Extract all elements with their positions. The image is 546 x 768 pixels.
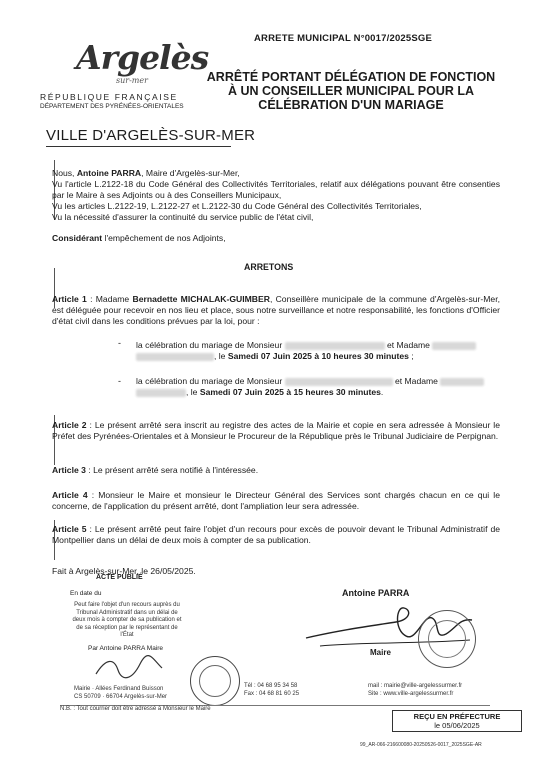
bullet-marker: - (118, 338, 121, 348)
departement: DÉPARTEMENT DES PYRÉNÉES-ORIENTALES (40, 103, 184, 110)
address-line-1: Mairie · Allées Ferdinand Buisson (74, 686, 164, 692)
article-4-label: Article 4 (52, 490, 88, 500)
argeles-logo (70, 32, 209, 90)
preamble-nous (52, 168, 500, 179)
nous-text: Nous, (52, 168, 77, 178)
bullet-1 (136, 340, 500, 362)
arretons-heading: ARRETONS (244, 262, 294, 272)
article-1-text-b: , Conseillère municipale de la commune d'Argelès-sur-Mer, est déléguée pour recevoir en nos lieu et place, sous notre surveillance et notre responsabilité, les fonctions d'Officier d'état civil dans les conditions prévues par la loi, pour : (52, 294, 500, 326)
acte-date-line: En date du (70, 590, 102, 597)
redacted-name (432, 342, 476, 350)
bullet-2-date: Samedi 07 Juin 2025 à 15 heures 30 minutes (199, 387, 381, 397)
footer-phone (244, 683, 299, 698)
preamble (52, 168, 500, 244)
vu-line-2: Vu les articles L.2122-19, L.2122-27 et L.2122-30 du Code Général des Collectivités Territoriales, (52, 201, 422, 211)
bullet-2-text-c: , le (186, 387, 200, 397)
article-5 (52, 524, 500, 546)
redacted-name (136, 353, 214, 361)
address-line-2: CS 50709 · 66704 Argelès-sur-Mer (74, 693, 168, 700)
redacted-name (136, 389, 186, 397)
bullet-1-text-d: ; (408, 351, 414, 361)
bullet-2-text-b: et Madame (394, 376, 438, 386)
considerant-text: l'empêchement de nos Adjoints, (102, 233, 226, 243)
title-line-2: À UN CONSEILLER MUNICIPAL POUR LA (227, 84, 475, 98)
article-1 (52, 294, 500, 327)
bullet-1-text-b: et Madame (386, 340, 430, 350)
prefecture-stamp (392, 710, 522, 732)
arrete-number: ARRETE MUNICIPAL N°0017/2025SGE (254, 33, 433, 44)
acte-recours-text: Peut faire l'objet d'un recours auprès du Tribunal Administratif dans un délai de deux mois à compter de sa publication et de sa réception par le représentant de l'État (72, 602, 182, 638)
article-3 (52, 465, 500, 476)
logo-word: Argelès (76, 38, 209, 77)
fait-a: Fait à Argelès-sur-Mer, le 26/05/2025. (52, 566, 196, 576)
considerant-label: Considérant (52, 233, 103, 243)
website: Site : www.ville-argelessurmer.fr (368, 690, 454, 697)
redacted-name (285, 378, 393, 386)
bullet-2-text-a: la célébration du mariage de Monsieur (136, 376, 283, 386)
article-4-text: : Monsieur le Maire et monsieur le Directeur Général des Services sont chargés chacun en ce qui le concerne, de l'application du présent arrêté, dont l'ampliation leur sera adressée. (52, 490, 500, 511)
document-title (196, 70, 506, 112)
prefecture-date: le 05/06/2025 (434, 721, 480, 730)
article-1-label: Article 1 (52, 294, 87, 304)
ville-heading: VILLE D'ARGELÈS-SUR-MER (46, 127, 256, 144)
signatory-name: Antoine PARRA (342, 588, 410, 598)
footer-note: N.B. : Tout courrier doit être adressé à Monsieur le Maire (60, 706, 211, 712)
title-line-3: CÉLÉBRATION D'UN MARIAGE (258, 98, 444, 112)
bullet-1-date: Samedi 07 Juin 2025 à 10 heures 30 minutes (227, 351, 409, 361)
acte-par: Par Antoine PARRA Maire (88, 645, 164, 652)
prefecture-title: REÇU EN PRÉFECTURE (413, 712, 501, 721)
bullet-1-text-c: , le (214, 351, 228, 361)
footer-address (74, 686, 167, 701)
article-3-text: : Le présent arrêté sera notifié à l'intéressée. (85, 465, 259, 475)
footer-contact (368, 683, 462, 698)
article-2-label: Article 2 (52, 420, 87, 430)
bullet-marker: - (118, 376, 121, 386)
town-seal (190, 656, 240, 706)
ville-underline (46, 146, 231, 147)
bullet-1-text-a: la célébration du mariage de Monsieur (136, 340, 283, 350)
article-3-label: Article 3 (52, 465, 86, 475)
maire-title: , Maire d'Argelès-sur-Mer, (141, 168, 240, 178)
considerant (52, 233, 500, 244)
article-1-text-a: : Madame (86, 294, 133, 304)
redacted-name (440, 378, 484, 386)
signatory-role: Maire (370, 648, 391, 657)
vu-line-1: Vu l'article L.2122-18 du Code Général des Collectivités Territoriales, relatif aux délégations pouvant être consenties par le Maire à ses Adjoints ou à des Conseillers Municipaux, (52, 179, 500, 200)
delegate-name: Bernadette MICHALAK-GUIMBER (132, 294, 270, 304)
bullet-2 (136, 376, 500, 398)
republique-francaise: RÉPUBLIQUE FRANÇAISE (40, 92, 178, 102)
vu-line-3: Vu la nécessité d'assurer la continuité du service public de l'état civil, (52, 212, 314, 222)
article-2-text: : Le présent arrêté sera inscrit au registre des actes de la Mairie et copie en sera adressée à Monsieur le Préfet des Pyrénées-Orientales et à Monsieur le Procureur de la République près le Tribunal Judiciaire de Perpignan. (52, 420, 500, 441)
bullet-2-text-d: . (380, 387, 384, 397)
logo-tag: sur-mer (116, 76, 148, 85)
acte-signature (92, 654, 172, 682)
prefecture-code: 99_AR-066-216600080-20250526-0017_2025SGE-AR (360, 742, 482, 748)
fax-number: Fax : 04 68 81 60 25 (244, 690, 300, 697)
acte-publie-title: ACTE PUBLIÉ (96, 574, 143, 581)
article-4 (52, 490, 500, 512)
redacted-name (285, 342, 385, 350)
maire-name: Antoine PARRA (76, 168, 142, 178)
email-address: mail : mairie@ville-argelessurmer.fr (368, 683, 463, 689)
phone-number: Tél : 04 68 95 34 58 (244, 683, 298, 689)
title-line-1: ARRÊTÉ PORTANT DÉLÉGATION DE FONCTION (206, 70, 496, 84)
article-5-label: Article 5 (52, 524, 87, 534)
article-2 (52, 420, 500, 442)
official-seal (418, 610, 476, 668)
article-5-text: : Le présent arrêté peut faire l'objet d'un recours pour excès de pouvoir devant le Tribunal Administratif de Montpellier dans un délai de deux mois à compter de sa publication. (52, 524, 500, 545)
